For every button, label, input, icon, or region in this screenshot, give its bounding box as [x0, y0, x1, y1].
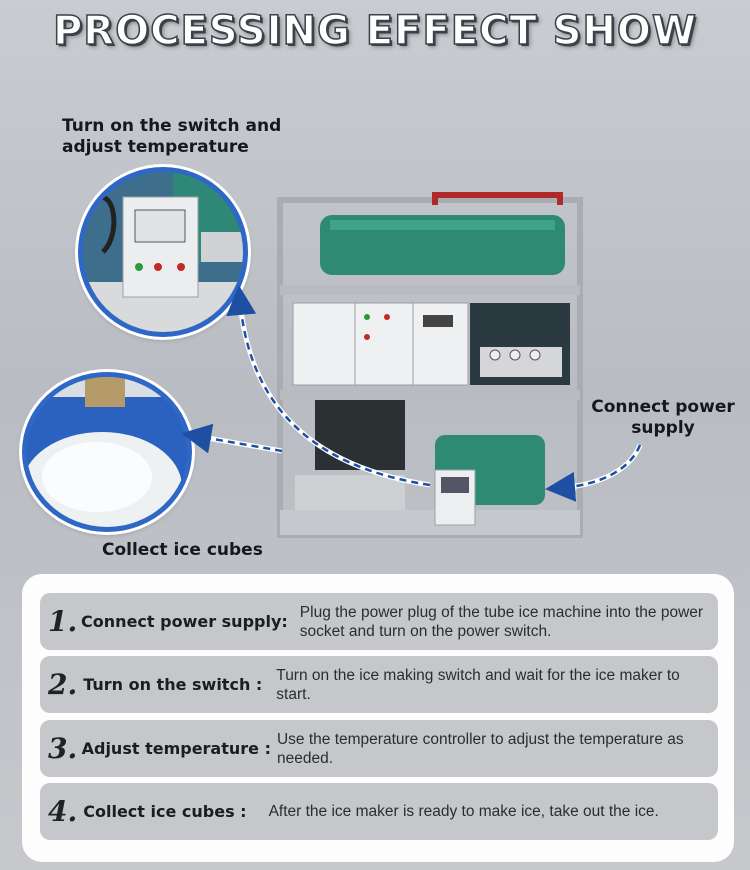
step-row-1 [40, 593, 718, 650]
step-label: Collect ice cubes : [83, 802, 247, 821]
step-description: After the ice maker is ready to make ice, take out the ice. [268, 803, 659, 820]
step-number: 2. [48, 668, 78, 701]
step-description: Use the temperature controller to adjust the temperature as needed. [276, 730, 684, 767]
step-row-2 [40, 656, 718, 713]
tube-ice-machine-image [275, 185, 585, 545]
step-description: Turn on the ice making switch and wait for the ice maker to start. [276, 666, 680, 703]
callout-switch-label: Turn on the switch and adjust temperature [62, 116, 282, 157]
callout-power-label: Connect power supply [591, 397, 735, 438]
step-number: 3. [48, 732, 78, 765]
step-row-3 [40, 720, 718, 777]
control-box-zoom-image [78, 167, 248, 337]
page-title: PROCESSING EFFECT SHOW [52, 8, 697, 54]
step-description: Plug the power plug of the tube ice machine into the power socket and turn on the power switch. [299, 603, 704, 640]
step-label: Adjust temperature : [81, 739, 271, 758]
step-label: Connect power supply: [81, 612, 288, 631]
step-number: 4. [48, 795, 78, 828]
callout-ice-label: Collect ice cubes [102, 540, 263, 560]
ice-cubes-zoom-image [22, 372, 192, 532]
step-row-4 [40, 783, 718, 840]
step-number: 1. [48, 605, 78, 638]
step-label: Turn on the switch : [83, 675, 263, 694]
